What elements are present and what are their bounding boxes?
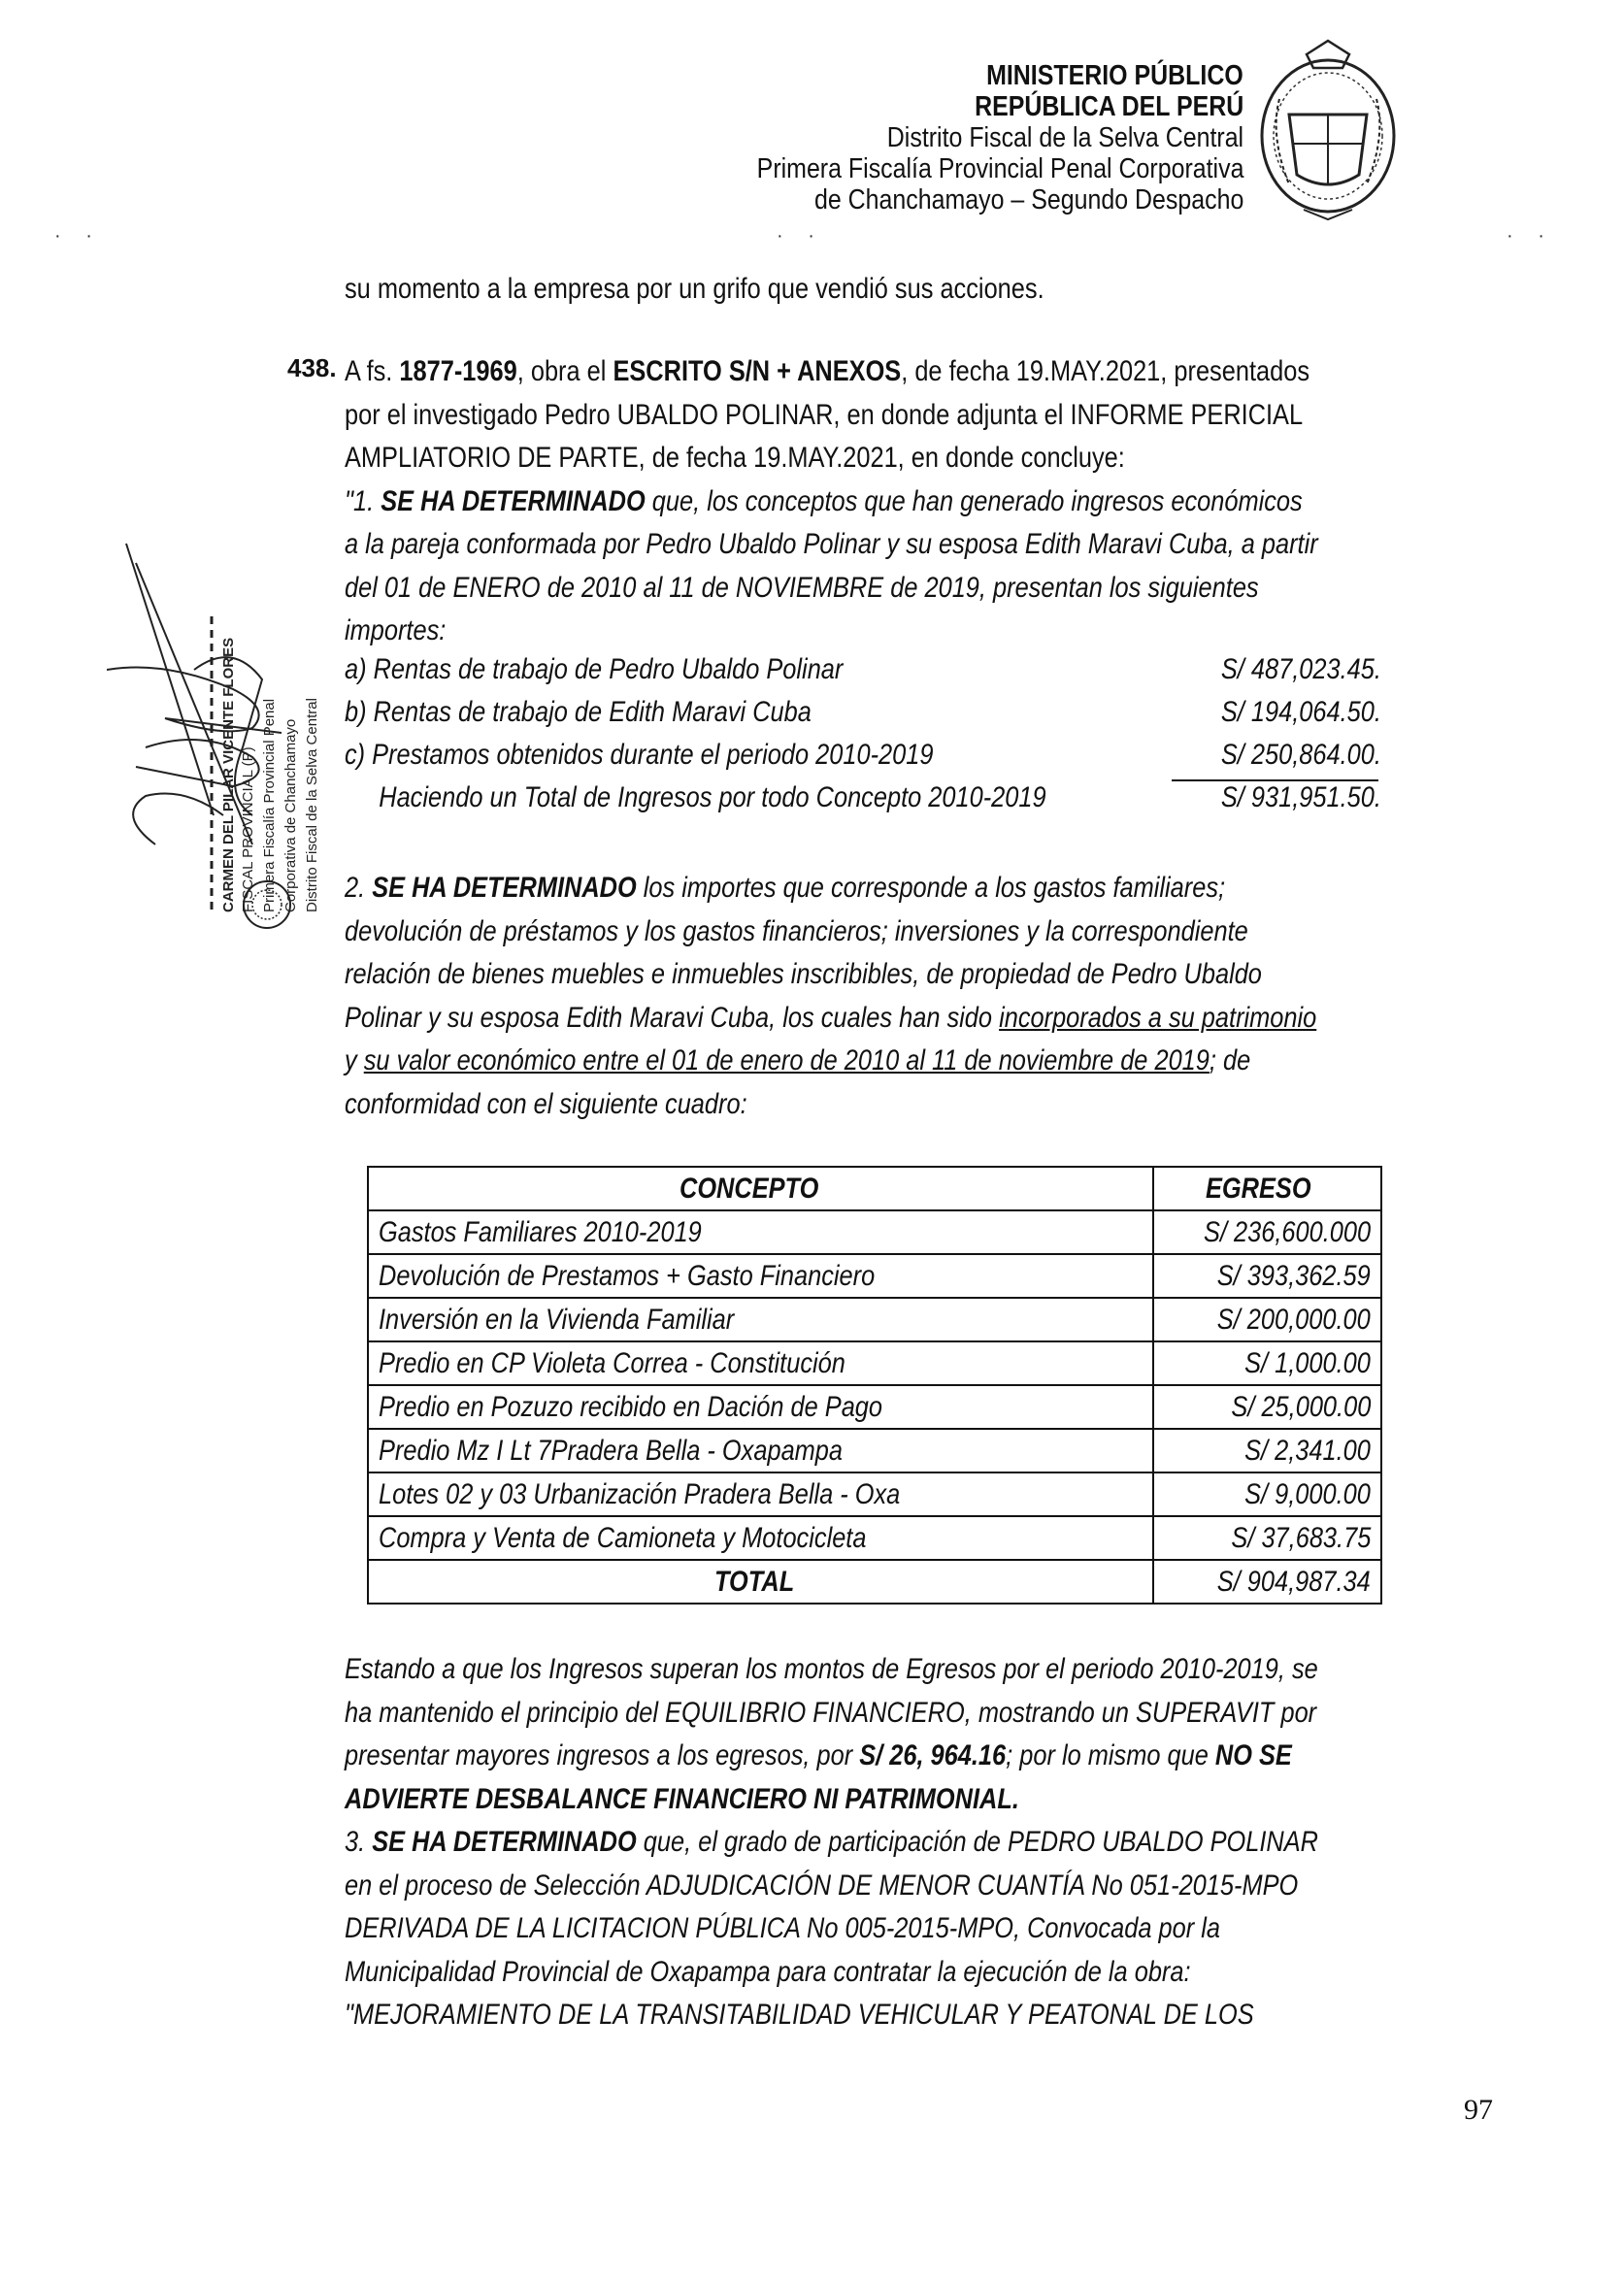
income-item: b) Rentas de trabajo de Edith Maravi Cuba S/ 194,064.50. <box>345 696 1381 728</box>
scan-mark: · · <box>777 225 824 247</box>
table-row: Predio en CP Violeta Correa - Constitución S/ 1,000.00 <box>368 1341 1381 1385</box>
paragraph-2: 2. SE HA DETERMINADO los importes que corresponde a los gastos familiares; devolución de préstamos y los gastos financieros; inversiones y la correspondiente relación de bienes muebles e inmuebles inscribibles, de propiedad de Pedro Ubaldo Polinar y su esposa Edith Maravi Cuba, los cuales han sido incorporados a su patrimonio y su valor económico entre el 01 de enero de 2010 al 11 de noviembre de 2019; de conformidad con el siguiente cuadro: <box>345 872 1317 1120</box>
table-header-row <box>368 1167 1381 1210</box>
income-item: c) Prestamos obtenidos durante el periodo 2010-2019 S/ 250,864.00. <box>345 739 1381 771</box>
stamp-office: Primera Fiscalía Provincial Penal <box>261 698 278 912</box>
header-ministry: MINISTERIO PÚBLICO <box>986 60 1243 91</box>
paragraph-number: 438. <box>287 353 337 382</box>
scan-mark: · · <box>1507 225 1554 247</box>
letterhead <box>678 60 1243 215</box>
table-row: Predio en Pozuzo recibido en Dación de Pago S/ 25,000.00 <box>368 1385 1381 1429</box>
income-total: Haciendo un Total de Ingresos por todo Concepto 2010-2019 S/ 931,951.50. <box>345 781 1381 813</box>
paragraph-438: A fs. 1877-1969, obra el ESCRITO S/N + ANEXOS, de fecha 19.MAY.2021, presentados por el investigado Pedro UBALDO POLINAR, en donde adjunta el INFORME PERICIAL AMPLIATORIO DE PARTE, de fecha 19.MAY.2021, en donde concluye: "1. SE HA DETERMINADO que, los conceptos que han generado ingresos económicos a la pareja conformada por Pedro Ubaldo Polinar y su esposa Edith Maravi Cuba, a partir del 01 de ENERO de 2010 al 11 de NOVIEMBRE de 2019, presentan los siguientes importes: <box>345 355 1318 646</box>
ministry-seal-icon <box>1250 29 1406 223</box>
paragraph-3: 3. SE HA DETERMINADO que, el grado de participación de PEDRO UBALDO POLINAR en el proceso de Selección ADJUDICACIÓN DE MENOR CUANTÍA No 051-2015-MPO DERIVADA DE LA LICITACION PÚBLICA No 005-2015-MPO, Convocada por la Municipalidad Provincial de Oxapampa para contratar la ejecución de la obra: "MEJORAMIENTO DE LA TRANSITABILIDAD VEHICULAR Y PEATONAL DE LOS <box>345 1826 1318 2031</box>
table-total-row: TOTAL S/ 904,987.34 <box>368 1560 1381 1604</box>
header-office: Primera Fiscalía Provincial Penal Corporativa <box>756 153 1243 184</box>
header-country: REPÚBLICA DEL PERÚ <box>974 91 1243 122</box>
scan-mark: · · <box>54 225 102 247</box>
table-row: Compra y Venta de Camioneta y Motocicleta S/ 37,683.75 <box>368 1516 1381 1560</box>
stamp-name: CARMEN DEL PILAR VICENTE FLORES <box>220 637 237 912</box>
header-district: Distrito Fiscal de la Selva Central <box>886 122 1243 153</box>
header-office-2: de Chanchamayo – Segundo Despacho <box>813 184 1243 215</box>
page-number: 97 <box>1464 2094 1493 2126</box>
table-row: Devolución de Prestamos + Gasto Financiero S/ 393,362.59 <box>368 1254 1381 1298</box>
stamp-title: FISCAL PROVINCIAL (P) <box>240 746 256 912</box>
income-item: a) Rentas de trabajo de Pedro Ubaldo Polinar S/ 487,023.45. <box>345 653 1381 685</box>
table-row: Inversión en la Vivienda Familiar S/ 200,000.00 <box>368 1298 1381 1341</box>
table-row: Gastos Familiares 2010-2019 S/ 236,600.000 <box>368 1210 1381 1254</box>
stamp-district: Distrito Fiscal de la Selva Central <box>304 698 320 912</box>
conclusion-paragraph: Estando a que los Ingresos superan los montos de Egresos por el periodo 2010-2019, se ha mantenido el principio del EQUILIBRIO FINANCIERO, mostrando un SUPERAVIT por presentar mayores ingresos a los egresos, por S/ 26, 964.16; por lo mismo que NO SE ADVIERTE DESBALANCE FINANCIERO NI PATRIMONIAL. <box>345 1653 1318 1815</box>
column-header-egreso: EGRESO <box>1206 1172 1311 1205</box>
intro-line: su momento a la empresa por un grifo que vendió sus acciones. <box>345 273 1044 305</box>
column-header-concepto: CONCEPTO <box>679 1172 819 1205</box>
official-stamp <box>107 524 340 932</box>
table-row: Lotes 02 y 03 Urbanización Pradera Bella - Oxa S/ 9,000.00 <box>368 1472 1381 1516</box>
table-row: Predio Mz I Lt 7Pradera Bella - Oxapampa S/ 2,341.00 <box>368 1429 1381 1472</box>
expenses-table <box>367 1166 1382 1605</box>
stamp-office-2: Corporativa de Chanchamayo <box>282 718 299 912</box>
